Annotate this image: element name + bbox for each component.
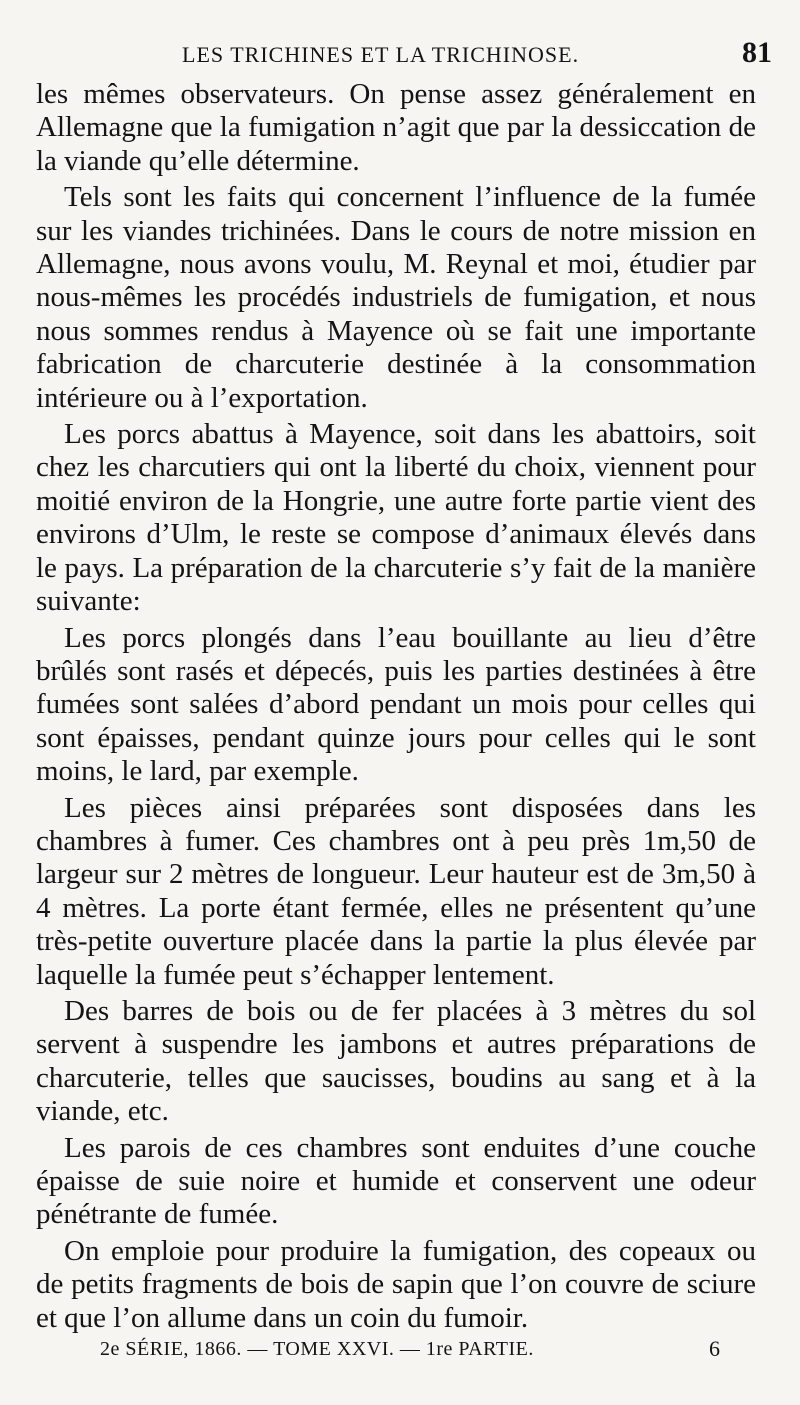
paragraph: On emploie pour produire la fumigation, des copeaux ou de petits fragments de bois de sapin que l’on couvre de sciure et que l’on allume dans un coin du fumoir.: [36, 1234, 756, 1334]
paragraph: Tels sont les faits qui concernent l’influence de la fumée sur les viandes trichinées. Dans le cours de notre mission en Allemagne, nous avons voulu, M. Reynal et moi, étudier par nous-mêmes les procédés industriels de fumigation, et nous nous sommes rendus à Mayence où se fait une importante fabrication de charcuterie destinée à la consommation intérieure ou à l’exportation.: [36, 181, 756, 414]
page-number: 81: [742, 36, 772, 69]
paragraph: Les pièces ainsi préparées sont disposées dans les chambres à fumer. Ces chambres ont à peu près 1m,50 de largeur sur 2 mètres de longueur. Leur hauteur est de 3m,50 à 4 mètres. La porte étant fermée, elles ne présentent qu’une très-petite ouverture placée dans la partie la plus élevée par laquelle la fumée peut s’échapper lentement.: [36, 791, 756, 991]
page-header: [36, 36, 772, 76]
running-title: LES TRICHINES ET LA TRICHINOSE.: [182, 42, 580, 67]
page-footer: [100, 1332, 720, 1368]
paragraph-continuation: les mêmes observateurs. On pense assez généralement en Allemagne que la fumigation n’agit que par la dessiccation de la viande qu’elle détermine.: [36, 78, 756, 177]
page-body: [36, 78, 756, 1338]
paragraph: Les porcs abattus à Mayence, soit dans les abattoirs, soit chez les charcutiers qui ont la liberté du choix, viennent pour moitié environ de la Hongrie, une autre forte partie vient des environs d’Ulm, le reste se compose d’animaux élevés dans le pays. La préparation de la charcuterie s’y fait de la manière suivante:: [36, 418, 756, 618]
paragraph: Des barres de bois ou de fer placées à 3 mètres du sol servent à suspendre les jambons et autres préparations de charcuterie, telles que saucisses, boudins au sang et à la viande, etc.: [36, 994, 756, 1128]
paragraph: Les porcs plongés dans l’eau bouillante au lieu d’être brûlés sont rasés et dépecés, puis les parties destinées à être fumées sont salées d’abord pendant un mois pour celles qui sont épaisses, pendant quinze jours pour celles qui le sont moins, le lard, par exemple.: [36, 621, 756, 788]
sheet-number: 6: [709, 1336, 720, 1361]
paragraph: Les parois de ces chambres sont enduites d’une couche épaisse de suie noire et humide et conservent une odeur pénétrante de fumée.: [36, 1131, 756, 1231]
printer-signature: 2e SÉRIE, 1866. — TOME XXVI. — 1re PARTIE.: [100, 1338, 534, 1360]
